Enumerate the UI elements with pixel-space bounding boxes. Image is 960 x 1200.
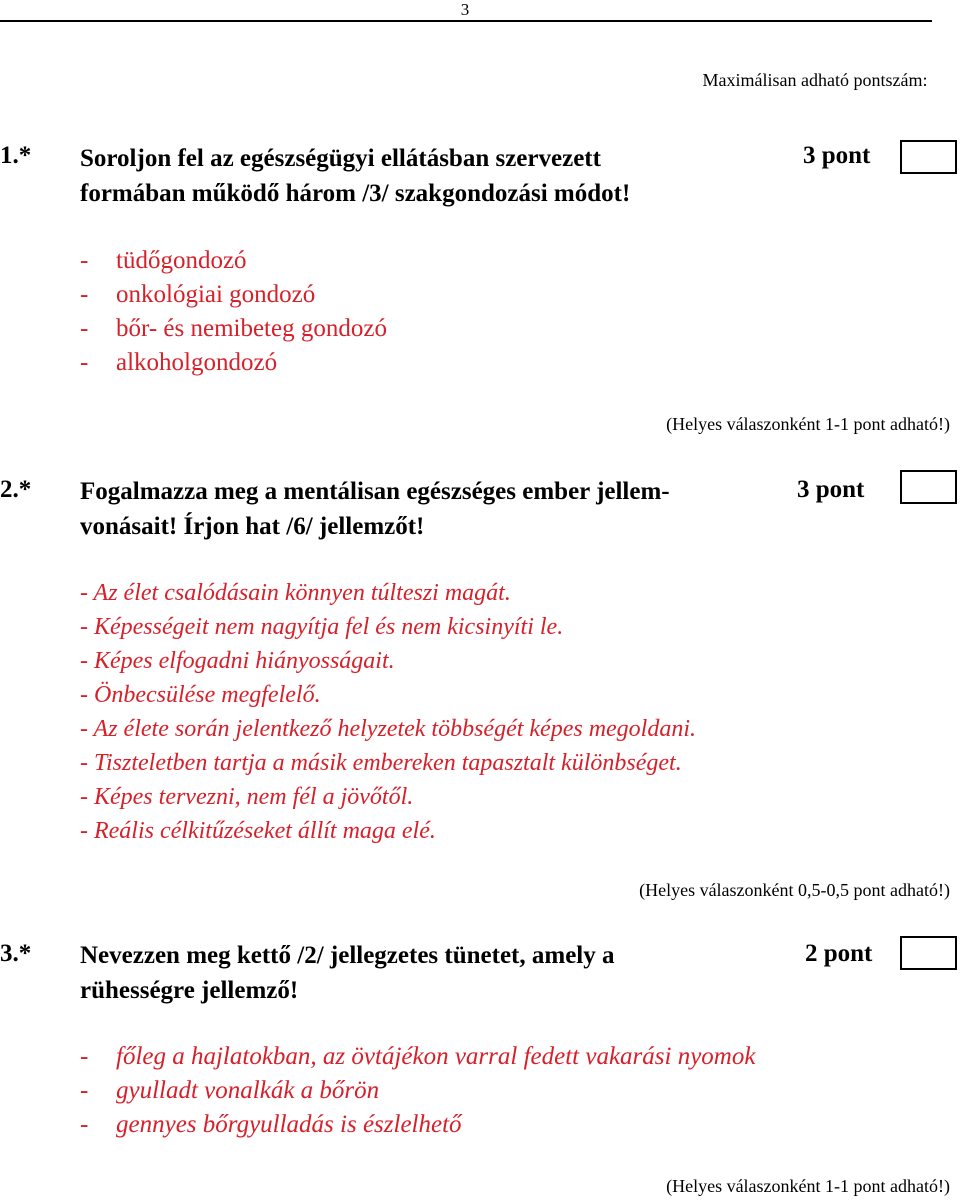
header-rule bbox=[0, 20, 932, 22]
question-3-line-1: Nevezzen meg kettő /2/ jellegzetes tünetet, amely a bbox=[80, 942, 615, 969]
question-3-number: 3.* bbox=[0, 940, 32, 967]
question-1-score-box[interactable] bbox=[900, 140, 957, 174]
max-points-label: Maximálisan adható pontszám: bbox=[702, 70, 928, 90]
question-2-points: 3 pont bbox=[797, 476, 865, 503]
question-2-answer-6: - Tiszteletben tartja a másik embereken tapasztalt különbséget. bbox=[80, 750, 682, 776]
question-3-answer-3: - gennyes bőrgyulladás is észlelhető bbox=[80, 1108, 462, 1142]
dash: - bbox=[80, 1111, 89, 1138]
question-2-answer-8: - Reális célkitűzéseket állít maga elé. bbox=[80, 818, 436, 844]
question-3-scoring-note: (Helyes válaszonként 1-1 pont adható!) bbox=[666, 1176, 950, 1196]
question-1-points: 3 pont bbox=[803, 142, 871, 169]
question-2-score-box[interactable] bbox=[900, 470, 957, 504]
dash: - bbox=[80, 1077, 89, 1104]
page-number: 3 bbox=[460, 0, 470, 19]
dash: - bbox=[80, 281, 89, 308]
question-3-line-2: rühességre jellemző! bbox=[80, 977, 299, 1004]
question-1-number: 1.* bbox=[0, 142, 32, 169]
dash: - bbox=[80, 1043, 89, 1070]
question-1-line-1: Soroljon fel az egészségügyi ellátásban szervezett bbox=[80, 145, 601, 172]
question-2-answer-4: - Önbecsülése megfelelő. bbox=[80, 682, 321, 708]
question-1-answer-2: - onkológiai gondozó bbox=[80, 278, 315, 312]
question-1-answer-4: - alkoholgondozó bbox=[80, 346, 277, 380]
question-1-scoring-note: (Helyes válaszonként 1-1 pont adható!) bbox=[666, 414, 950, 434]
question-3-score-box[interactable] bbox=[900, 936, 957, 970]
dash: - bbox=[80, 315, 89, 342]
question-2-line-2: vonásait! Írjon hat /6/ jellemzőt! bbox=[80, 513, 425, 540]
question-2-answer-7: - Képes tervezni, nem fél a jövőtől. bbox=[80, 784, 414, 810]
question-2-answer-5: - Az élete során jelentkező helyzetek többségét képes megoldani. bbox=[80, 716, 697, 742]
question-1-answer-1: - tüdőgondozó bbox=[80, 244, 247, 278]
dash: - bbox=[80, 349, 89, 376]
question-2-answer-2: - Képességeit nem nagyítja fel és nem kicsinyíti le. bbox=[80, 614, 564, 640]
question-2-answer-1: - Az élet csalódásain könnyen túlteszi magát. bbox=[80, 580, 511, 606]
question-2-scoring-note: (Helyes válaszonként 0,5-0,5 pont adható!) bbox=[639, 880, 950, 900]
question-2-number: 2.* bbox=[0, 476, 32, 503]
dash: - bbox=[80, 247, 89, 274]
question-2-line-1: Fogalmazza meg a mentálisan egészséges ember jellem- bbox=[80, 478, 670, 505]
question-3-points: 2 pont bbox=[805, 940, 873, 967]
question-1-line-2: formában működő három /3/ szakgondozási módot! bbox=[80, 180, 631, 207]
question-2-answer-3: - Képes elfogadni hiányosságait. bbox=[80, 648, 395, 674]
question-3-answer-2: - gyulladt vonalkák a bőrön bbox=[80, 1074, 379, 1108]
question-1-answer-3: - bőr- és nemibeteg gondozó bbox=[80, 312, 387, 346]
question-3-answer-1: - főleg a hajlatokban, az övtájékon varral fedett vakarási nyomok bbox=[80, 1040, 755, 1074]
